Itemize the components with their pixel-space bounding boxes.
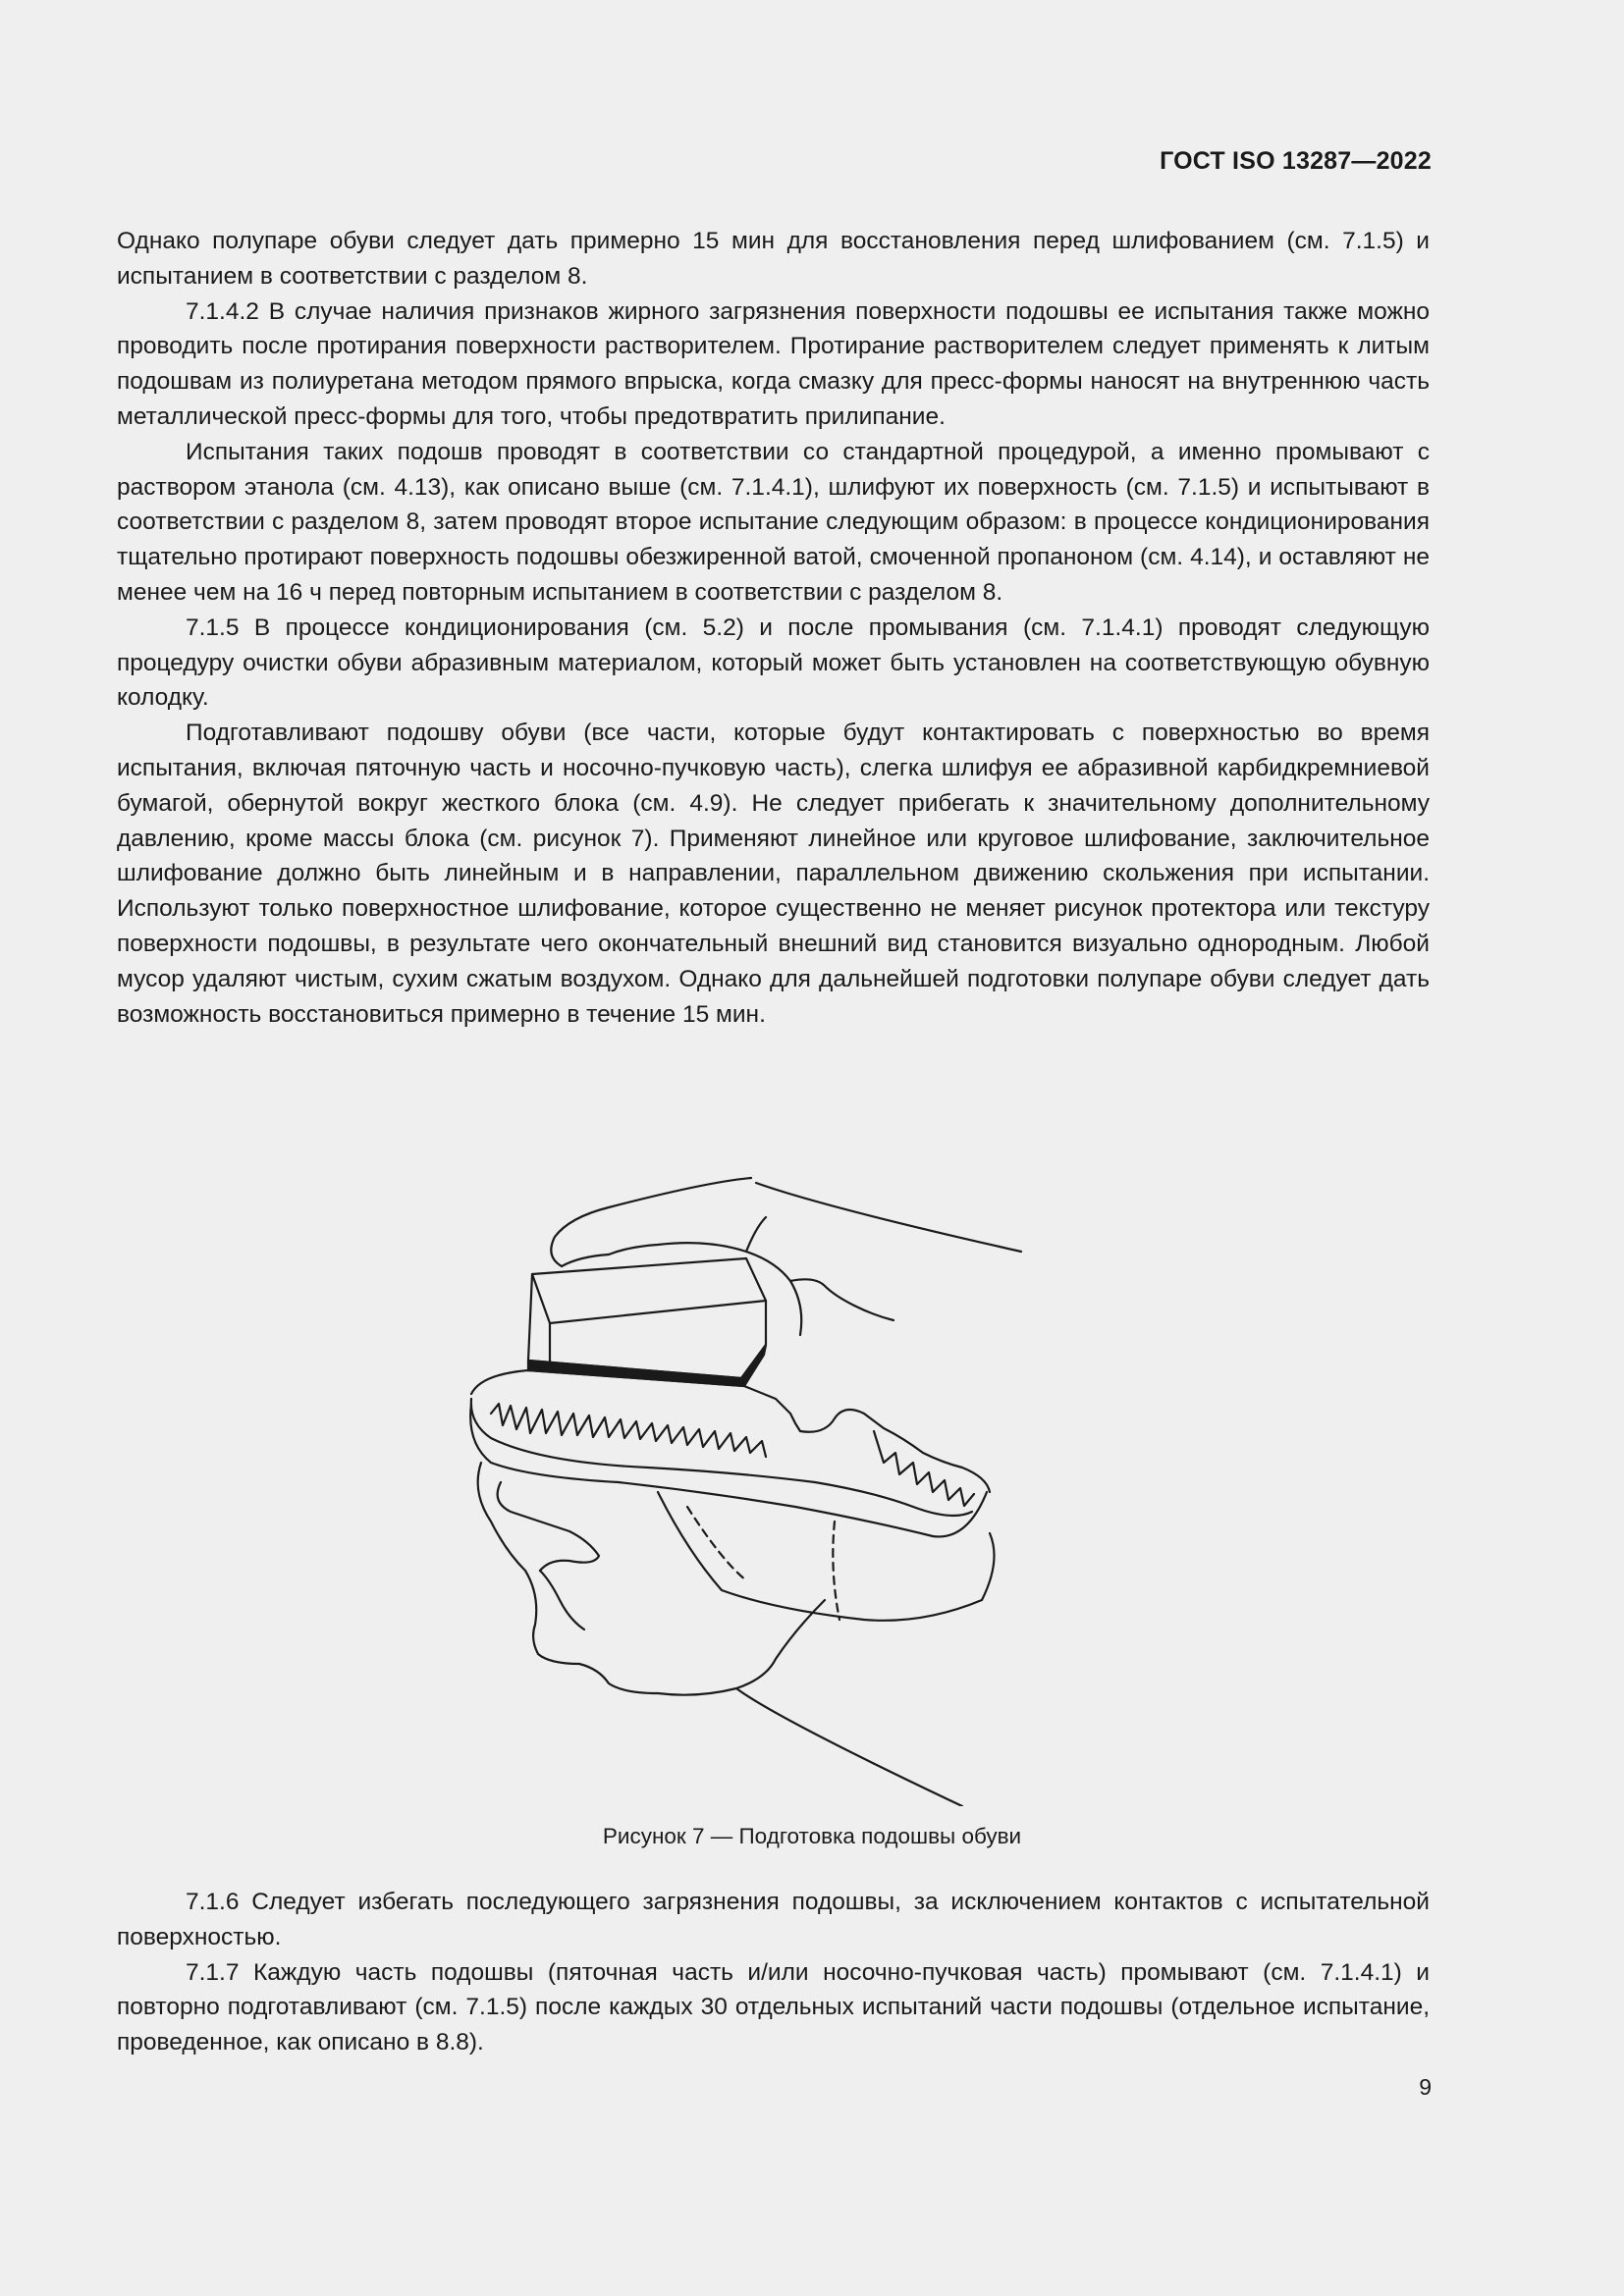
figure-sole-preparation: [452, 1168, 1100, 1806]
shoe-upper-stitch-1: [687, 1507, 746, 1580]
page-number: 9: [1419, 2074, 1432, 2100]
text-block-top: [117, 224, 1430, 1032]
standard-header: ГОСТ ISO 13287—2022: [1160, 147, 1432, 175]
text-block-bottom: [117, 1885, 1430, 2060]
lower-hand-finger: [540, 1571, 584, 1629]
shoe-sole-lower-edge: [470, 1404, 987, 1536]
lower-hand-palm: [478, 1463, 825, 1695]
paragraph-7-1-7: 7.1.7 Каждую часть подошвы (пяточная часть и/или носочно-пучковая часть) промывают (см. 7.1.4.1) и повторно подготавливают (см. 7.1.5) после каждых 30 отдельных испытаний части подошвы (отдельное испытание, проведенное, как описано в 8.8).: [117, 1958, 1430, 2056]
paragraph: Испытания таких подошв проводят в соответствии со стандартной процедурой, а именно промывают с раствором этанола (см. 4.13), как описано выше (см. 7.1.4.1), шлифуют их поверхность (см. 7.1.5) и испытывают в соответствии с разделом 8, затем проводят второе испытание следующим образом: в процессе кондиционирования тщательно протирают поверхность подошвы обезжиренной ватой, смоченной пропаноном (см. 4.14), и оставляют не менее чем на 16 ч перед повторным испытанием в соответствии с разделом 8.: [117, 438, 1430, 606]
paragraph: Подготавливают подошву обуви (все части, которые будут контактировать с поверхностью во время испытания, включая пяточную часть и носочно-пучковую часть), слегка шлифуя ее абразивной карбидкремниевой бумагой, обернутой вокруг жесткого блока (см. 4.9). Не следует прибегать к значительному дополнительному давлению, кроме массы блока (см. рисунок 7). Применяют линейное или круговое шлифование, заключительное шлифование должно быть линейным и в направлении, параллельном движению скольжения при испытании. Используют только поверхностное шлифование, которое существенно не меняет рисунок протектора или текстуру поверхности подошвы, в результате чего окончательный внешний вид становится визуально однородным. Любой мусор удаляют чистым, сухим сжатым воздухом. Однако для дальнейшей подготовки полупаре обуви следует дать возможность восстановиться примерно в течение 15 мин.: [117, 720, 1430, 1028]
upper-hand-fingers: [790, 1279, 893, 1320]
upper-hand-outline: [551, 1178, 751, 1266]
paragraph: Однако полупаре обуви следует дать примерно 15 мин для восстановления перед шлифованием (см. 7.1.5) и испытанием в соответствии с разделом 8.: [117, 228, 1430, 290]
shoe-upper-stitch-2: [833, 1522, 839, 1620]
upper-hand-arm-line: [756, 1183, 1021, 1252]
abrasive-block-top: [532, 1258, 766, 1323]
upper-hand-knuckle: [746, 1217, 766, 1252]
lower-hand-wrist-line: [736, 1688, 962, 1806]
figure-caption: Рисунок 7 — Подготовка подошвы обуви: [602, 1824, 1022, 1848]
hand-shoe-abrasive-block-illustration: [452, 1168, 1100, 1806]
shoe-upper-outline: [658, 1492, 995, 1621]
tread-pattern-toe: [874, 1431, 974, 1506]
paragraph-7-1-4-2: 7.1.4.2 В случае наличия признаков жирного загрязнения поверхности подошвы ее испытания также можно проводить после протирания поверхности растворителем. Протирание растворителем следует применять к литым подошвам из полиуретана методом прямого впрыска, когда смазку для пресс-формы наносят на внутреннюю часть металлической пресс-формы для того, чтобы предотвратить прилипание.: [117, 297, 1430, 430]
paragraph-7-1-5: 7.1.5 В процессе кондиционирования (см. 5.2) и после промывания (см. 7.1.4.1) проводят следующую процедуру очистки обуви абразивным материалом, который может быть установлен на соответствующую обувную колодку.: [117, 614, 1430, 712]
paragraph-7-1-6: 7.1.6 Следует избегать последующего загрязнения подошвы, за исключением контактов с испытательной поверхностью.: [117, 1889, 1430, 1950]
tread-pattern-heel: [491, 1404, 766, 1457]
